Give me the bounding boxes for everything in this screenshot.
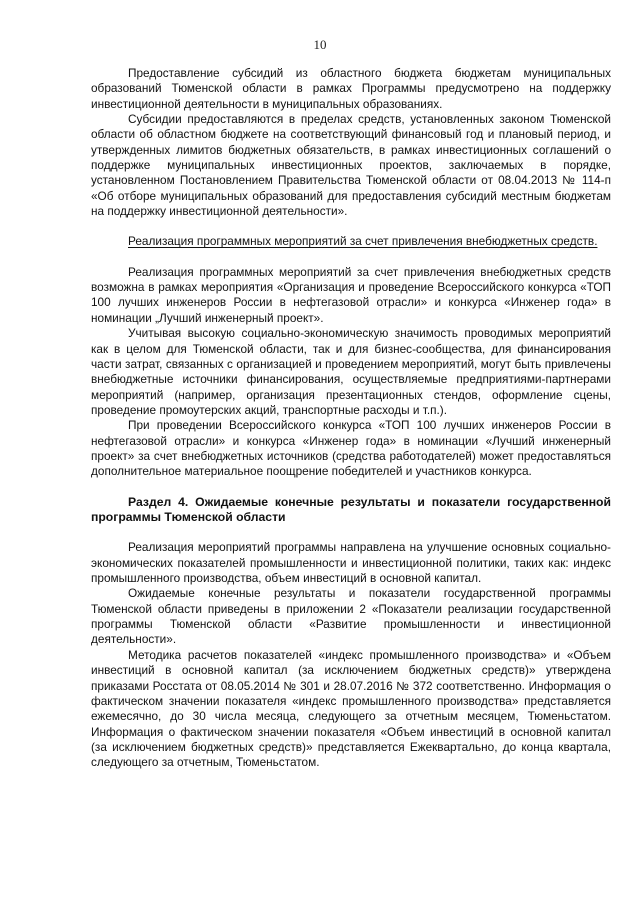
spacer	[91, 219, 611, 234]
spacer	[91, 525, 611, 540]
paragraph-subsidies-limits: Субсидии предоставляются в пределах средств, установленных законом Тюменской области об областном бюджете на соответствующий финансовый год и плановый период, и утвержденных лимитов бюджетных обязательств, в рамках инвестиционных соглашений о поддержке муниципальных инвестиционных проектов, заключаемых в порядке, установленном Постановлением Правительства Тюменской области от 08.04.2013 № 114-п «Об отборе муниципальных образований для предоставления субсидий местным бюджетам на поддержку инвестиционной деятельности».	[91, 112, 611, 219]
section-4-heading: Раздел 4. Ожидаемые конечные результаты и показатели государственной программы Тюменской области	[91, 494, 611, 524]
paragraph-subsidies-provision: Предоставление субсидий из областного бюджета бюджетам муниципальных образований Тюменской области в рамках Программы предусмотрено на поддержку инвестиционной деятельности в муниципальных образованиях.	[91, 66, 611, 111]
paragraph-calculation-methodology: Методика расчетов показателей «индекс промышленного производства» и «Объем инвестиций в основной капитал (за исключением бюджетных средств)» утверждена приказами Росстата от 08.05.2014 № 301 и 28.07.2016 № 372 соответственно. Информация о фактическом значении показателя «индекс промышленного производства» представляется ежемесячно, до 30 числа месяца, следующего за отчетным месяцем, Тюменьстатом. Информация о фактическом значении показателя «Объем инвестиций в основной капитал (за исключением бюджетных средств)» представляется Ежеквартально, до конца квартала, следующего за отчетным, Тюменьстатом.	[91, 647, 611, 770]
paragraph-expected-results: Ожидаемые конечные результаты и показатели государственной программы Тюменской области приведены в приложении 2 «Показатели реализации государственной программы Тюменской области «Развитие промышленности и инвестиционной деятельности».	[91, 586, 611, 647]
spacer	[91, 250, 611, 265]
heading-extrabudgetary-funds: Реализация программных мероприятий за счет привлечения внебюджетных средств.	[128, 234, 598, 249]
document-body	[91, 66, 611, 771]
page-number: 10	[313, 37, 327, 52]
paragraph-social-economic-significance: Учитывая высокую социально-экономическую значимость проводимых мероприятий как в целом для Тюменской области, так и для бизнес-сообщества, для финансирования части затрат, связанных с организацией и проведением мероприятий, могут быть привлечены внебюджетные источники финансирования, осуществляемые предприятиями-партнерами мероприятий (например, организация презентационных стендов, оформление сцены, проведение промоутерских акций, транспортные расходы и т.п.).	[91, 326, 611, 417]
paragraph-extrabudgetary-implementation: Реализация программных мероприятий за счет привлечения внебюджетных средств возможна в рамках мероприятия «Организация и проведение Всероссийского конкурса «ТОП 100 лучших инженеров России в нефтегазовой отрасли» и конкурса «Инженер года» в номинации „Лучший инженерный проект».	[91, 264, 611, 325]
paragraph-program-goals: Реализация мероприятий программы направлена на улучшение основных социально-экономических показателей промышленности и инвестиционной политики, таких как: индекс промышленного производства, объем инвестиций в основной капитал.	[91, 540, 611, 586]
spacer	[91, 480, 611, 495]
paragraph-contest-rewards: При проведении Всероссийского конкурса «ТОП 100 лучших инженеров России в нефтегазовой отрасли» и конкурса «Инженер года» в номинации «Лучший инженерный проект» за счет внебюджетных источников (средства работодателей) может предоставляться дополнительное материальное поощрение победителей и участников конкурса.	[91, 418, 611, 479]
